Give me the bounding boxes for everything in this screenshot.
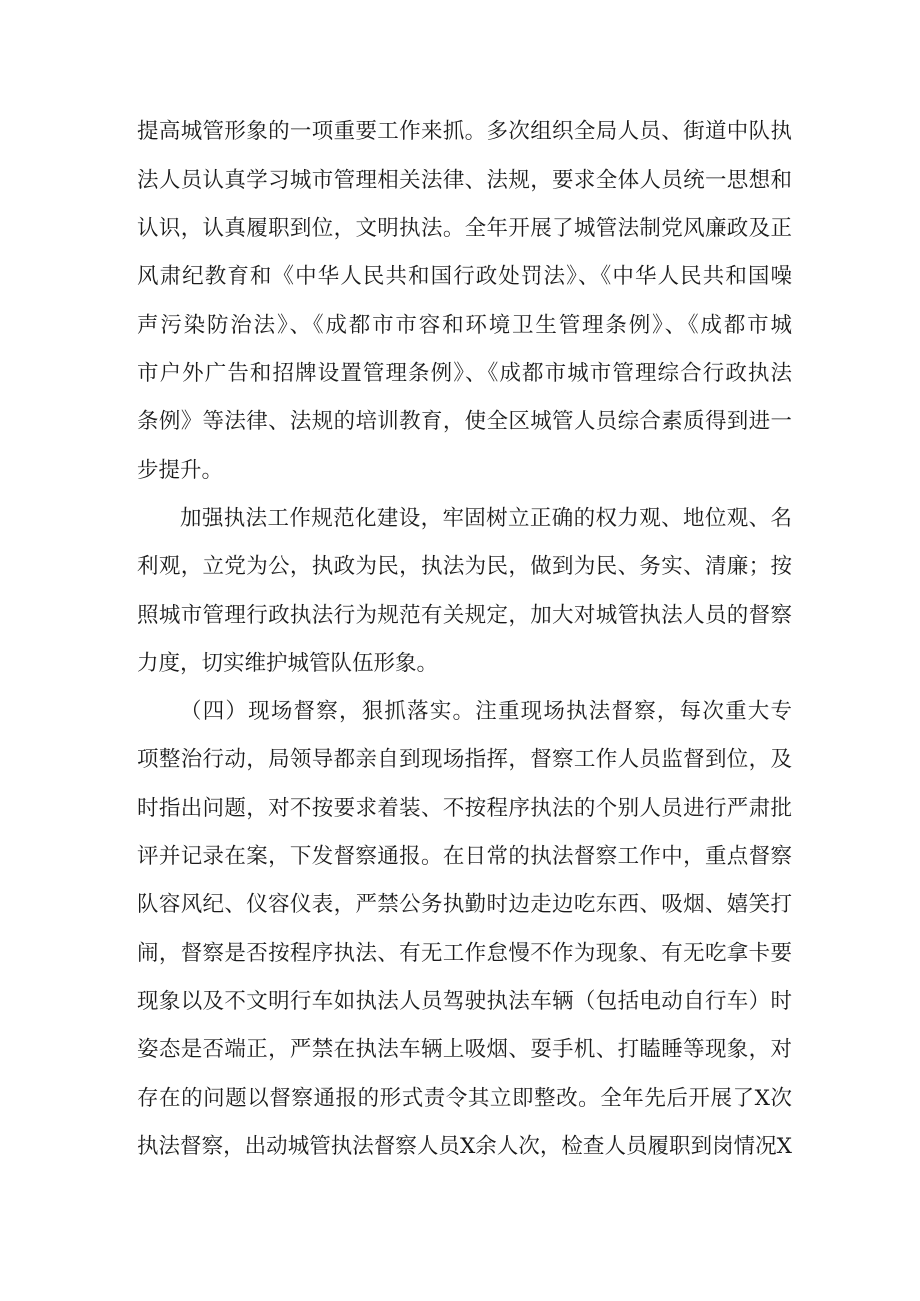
paragraph-1-line-5: 声污染防治法》、《成都市市容和环境卫生管理条例》、《成都市城	[137, 313, 792, 338]
paragraph-2-line-3: 照城市管理行政执法行为规范有关规定，加大对城管执法人员的督察	[137, 603, 792, 628]
paragraph-2-line-1: 加强执法工作规范化建设，牢固树立正确的权力观、地位观、名	[180, 506, 792, 531]
paragraph-3-line-3: 时指出问题，对不按要求着装、不按程序执法的个别人员进行严肃批	[137, 796, 792, 821]
paragraph-1-line-6: 市户外广告和招牌设置管理条例》、《成都市城市管理综合行政执法	[137, 361, 792, 386]
paragraph-2-line-2: 利观，立党为公，执政为民，执法为民，做到为民、务实、清廉；按	[137, 554, 792, 579]
paragraph-3-line-4: 评并记录在案，下发督察通报。在日常的执法督察工作中，重点督察	[137, 844, 792, 869]
paragraph-3-line-8: 姿态是否端正，严禁在执法车辆上吸烟、耍手机、打瞌睡等现象，对	[137, 1037, 792, 1062]
paragraph-3-line-9: 存在的问题以督察通报的形式责令其立即整改。全年先后开展了X次	[137, 1086, 792, 1111]
paragraph-1-line-1: 提高城管形象的一项重要工作来抓。多次组织全局人员、街道中队执	[137, 119, 792, 144]
paragraph-1-line-8: 步提升。	[137, 458, 224, 483]
paragraph-3-line-6: 闹，督察是否按程序执法、有无工作怠慢不作为现象、有无吃拿卡要	[137, 941, 792, 966]
paragraph-2-line-4: 力度，切实维护城管队伍形象。	[137, 651, 439, 676]
paragraph-3-line-2: 项整治行动，局领导都亲自到现场指挥，督察工作人员监督到位，及	[137, 747, 792, 772]
paragraph-3-line-5: 队容风纪、仪容仪表，严禁公务执勤时边走边吃东西、吸烟、嬉笑打	[137, 892, 792, 917]
paragraph-1-line-3: 认识，认真履职到位，文明执法。全年开展了城管法制党风廉政及正	[137, 216, 792, 241]
paragraph-1-line-7: 条例》等法律、法规的培训教育，使全区城管人员综合素质得到进一	[137, 409, 792, 434]
paragraph-3-line-1: （四）现场督察，狠抓落实。注重现场执法督察，每次重大专	[180, 699, 792, 724]
paragraph-1-line-4: 风肃纪教育和《中华人民共和国行政处罚法》、《中华人民共和国噪	[137, 264, 792, 289]
paragraph-3-line-10: 执法督察，出动城管执法督察人员X余人次，检查人员履职到岗情况X	[137, 1134, 792, 1159]
paragraph-1-line-2: 法人员认真学习城市管理相关法律、法规，要求全体人员统一思想和	[137, 168, 792, 193]
paragraph-3-line-7: 现象以及不文明行车如执法人员驾驶执法车辆（包括电动自行车）时	[137, 989, 792, 1014]
